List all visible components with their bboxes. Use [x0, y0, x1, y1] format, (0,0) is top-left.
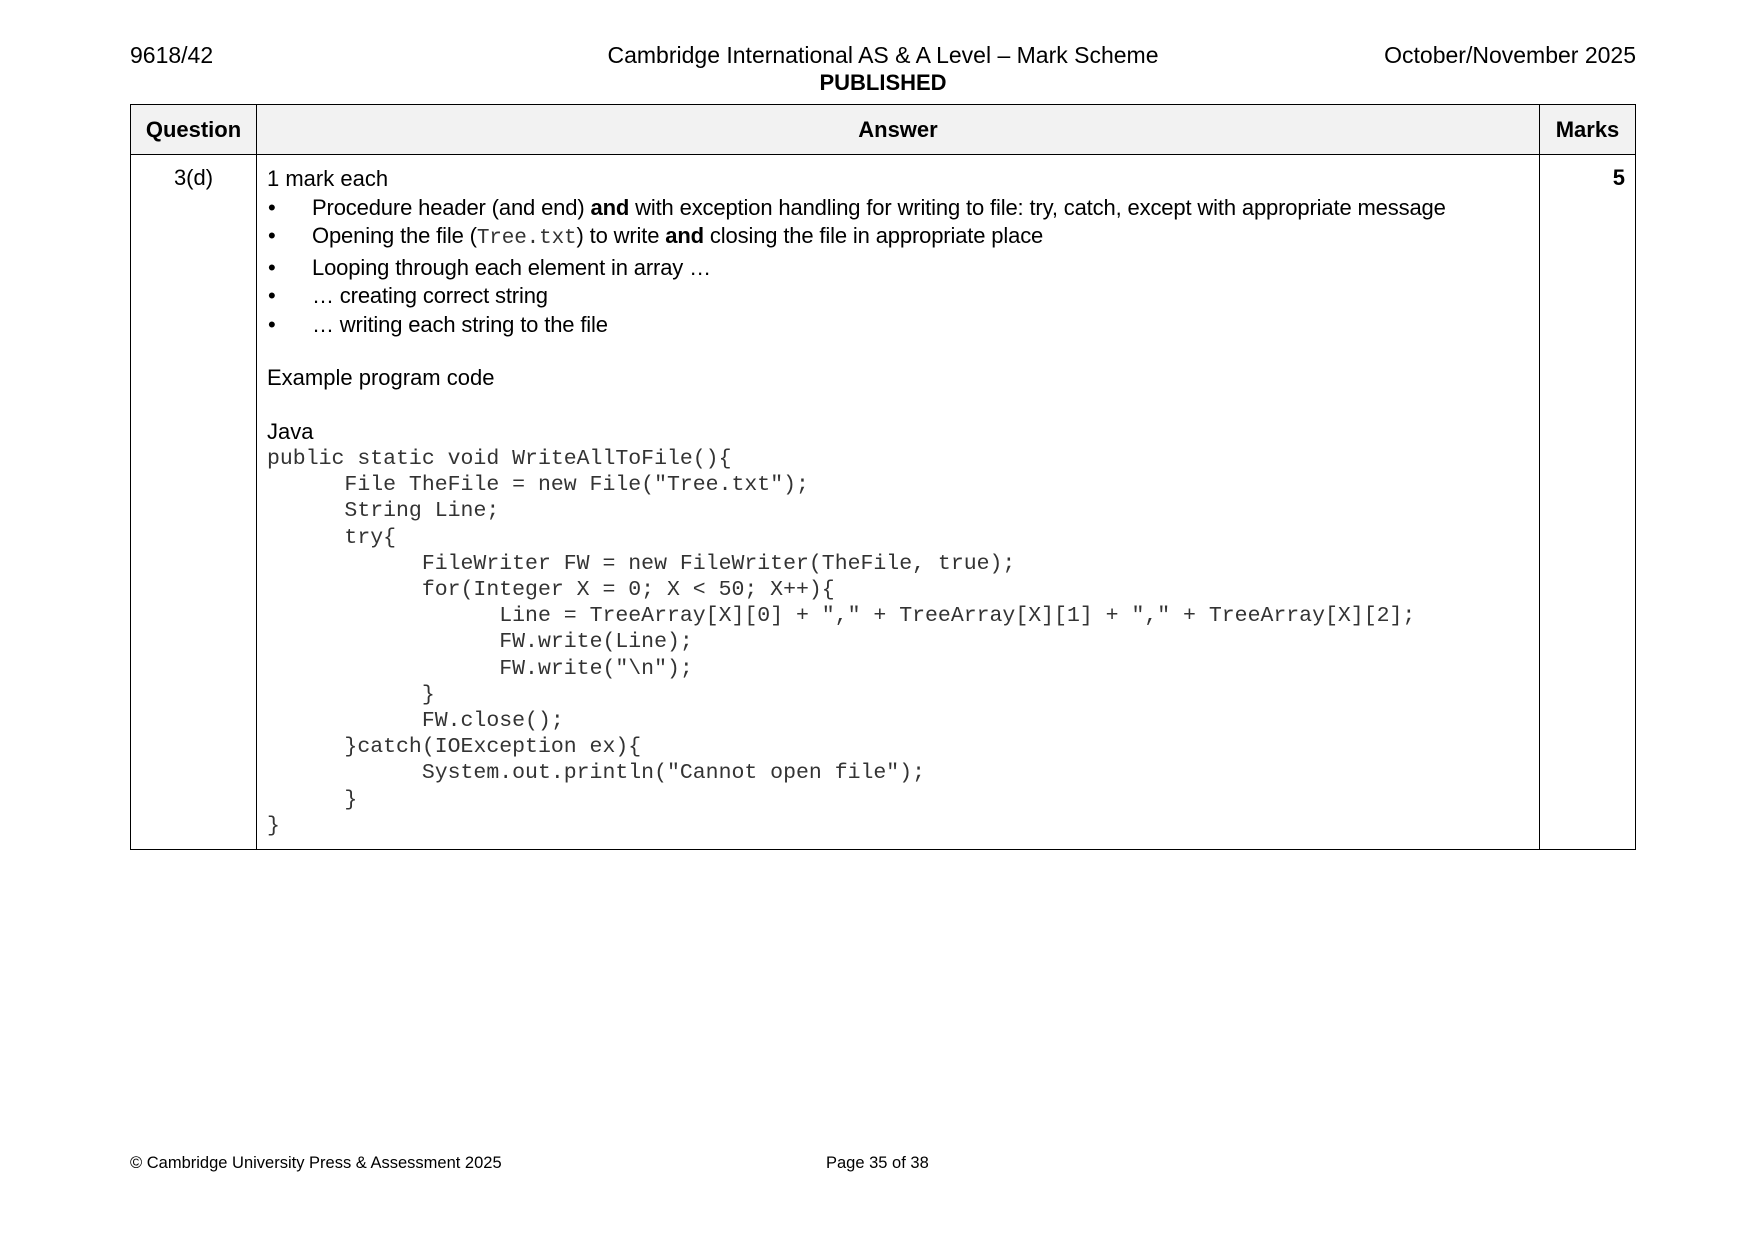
marks-column-header: Marks — [1540, 105, 1636, 155]
document-title: Cambridge International AS & A Level – Mark Scheme — [607, 42, 1159, 68]
marking-point: • … creating correct string — [267, 282, 1529, 311]
bullet-icon: • — [268, 311, 276, 337]
bullet-icon: • — [268, 283, 276, 308]
inline-code: Tree.txt — [476, 227, 577, 250]
marking-point: • Procedure header (and end) and with exception handling for writing to file: try, catch, except with appropriate message — [267, 194, 1529, 223]
table-row — [131, 155, 1636, 850]
marking-point: • Opening the file (Tree.txt) to write and closing the file in appropriate place — [268, 223, 1044, 250]
paper-code: 9618/42 — [130, 42, 214, 68]
exam-session: October/November 2025 — [1384, 42, 1636, 68]
question-column-header: Question — [131, 105, 257, 155]
marking-point: • Looping through each element in array … — [267, 254, 1529, 283]
bullet-icon: • — [268, 194, 276, 220]
bullet-icon: • — [268, 254, 276, 280]
page-number: Page 35 of 38 — [826, 1154, 929, 1172]
mark-instruction: 1 mark each — [267, 166, 389, 191]
marking-points-list — [267, 194, 1529, 340]
mark-scheme-table — [130, 104, 1636, 850]
copyright-notice: © Cambridge University Press & Assessment 2025 — [130, 1154, 502, 1172]
table-header-row — [131, 105, 1636, 155]
question-number: 3(d) — [131, 155, 257, 850]
marks-value: 5 — [1540, 155, 1636, 850]
status-label: PUBLISHED — [819, 70, 947, 95]
language-label: Java — [267, 418, 314, 444]
bullet-icon: • — [268, 223, 276, 248]
example-heading: Example program code — [267, 365, 495, 390]
answer-column-header: Answer — [257, 105, 1540, 155]
answer-cell — [257, 155, 1540, 850]
page-header — [130, 42, 1636, 102]
code-block: public static void WriteAllToFile(){ File TheFile = new File("Tree.txt"); String Line; try{ FileWriter FW = new FileWriter(TheFile, true); for(Integer X = 0; X < 50; X++){ Line = TreeArray[X][0] + "," + TreeArray[X][1] + "," + TreeArray[X][2]; FW.write(Line); FW.write("\n"); } FW.close(); }catch(IOException ex){ System.out.println("Cannot open file"); } } — [267, 447, 1416, 838]
marking-point: • … writing each string to the file — [267, 311, 1529, 340]
